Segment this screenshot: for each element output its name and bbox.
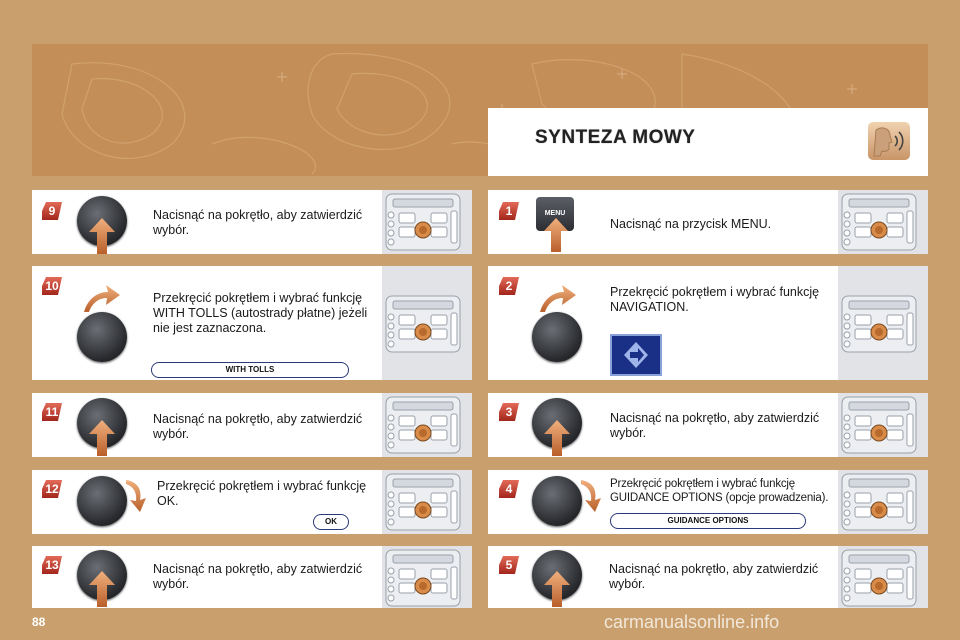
step-text-3: Nacisnąć na pokrętło, aby zatwierdzić wybór. [610,411,820,440]
step-text-4: Przekręcić pokrętłem i wybrać funkcję GUIDANCE OPTIONS (opcje prowadzenia). [610,478,829,504]
step-text-12: Przekręcić pokrętłem i wybrać funkcję OK. [157,479,367,508]
radio-unit-icon [385,549,461,607]
step-number: 13 [45,558,59,572]
step-number: 11 [45,405,59,419]
radio-unit-icon [385,396,461,454]
press-arrow-icon [544,420,570,456]
step-number: 9 [48,204,56,218]
step-badge-12 [39,478,65,500]
press-arrow-icon [544,571,570,607]
step-number: 12 [45,482,59,496]
rotate-down-arrow-icon [124,478,150,514]
with-tolls-pill: WITH TOLLS [151,362,349,378]
step-badge-9 [39,200,65,222]
step-text-13: Nacisnąć na pokrętło, aby zatwierdzić wybór. [153,562,363,591]
step-text-11: Nacisnąć na pokrętło, aby zatwierdzić wybór. [153,412,363,441]
radio-unit-icon [841,396,917,454]
step-badge-4 [496,478,522,500]
ok-pill: OK [313,514,349,530]
menu-button-icon: MENU [536,197,574,231]
press-arrow-icon [89,571,115,607]
radio-unit-icon [841,473,917,531]
radio-unit-icon [841,193,917,251]
step-number: 5 [505,558,513,572]
guidance-options-pill: GUIDANCE OPTIONS [610,513,806,529]
step-badge-2 [496,275,522,297]
step-badge-5 [496,554,522,576]
knob-icon [532,476,582,526]
step-text-5: Nacisnąć na pokrętło, aby zatwierdzić wybór. [609,562,819,591]
step-text-1: Nacisnąć na przycisk MENU. [610,217,772,231]
radio-unit-icon [841,295,917,353]
rotate-down-arrow-icon [579,478,605,514]
step-text-2: Przekręcić pokrętłem i wybrać funkcję NAVIGATION. [610,285,820,314]
step-badge-3 [496,401,522,423]
voice-synthesis-icon [868,122,910,160]
press-arrow-icon [89,420,115,456]
step-number: 4 [505,482,513,496]
step-badge-13 [39,554,65,576]
step-badge-1 [496,200,522,222]
page-title: SYNTEZA MOWY [535,127,696,148]
knob-icon [77,476,127,526]
page-number: 88 [32,615,46,629]
step-number: 10 [45,279,59,293]
knob-icon [532,312,582,362]
navigation-icon [610,334,662,376]
press-arrow-icon [89,218,115,254]
step-number: 3 [505,405,513,419]
press-arrow-icon [544,218,568,252]
radio-unit-icon [385,295,461,353]
radio-unit-icon [385,193,461,251]
rotate-arrow-icon [80,284,122,314]
step-text-9: Nacisnąć na pokrętło, aby zatwierdzić wybór. [153,208,363,237]
step-badge-11 [39,401,65,423]
step-badge-10 [39,275,65,297]
knob-icon [77,312,127,362]
step-text-10: Przekręcić pokrętłem i wybrać funkcję WITH TOLLS (autostrady płatne) jeżeli nie jest zaznaczona. [153,291,368,335]
rotate-arrow-icon [536,284,578,314]
step-number: 1 [505,204,513,218]
radio-unit-icon [841,549,917,607]
watermark: carmanualsonline.info [604,612,780,632]
radio-unit-icon [385,473,461,531]
step-number: 2 [505,279,513,293]
